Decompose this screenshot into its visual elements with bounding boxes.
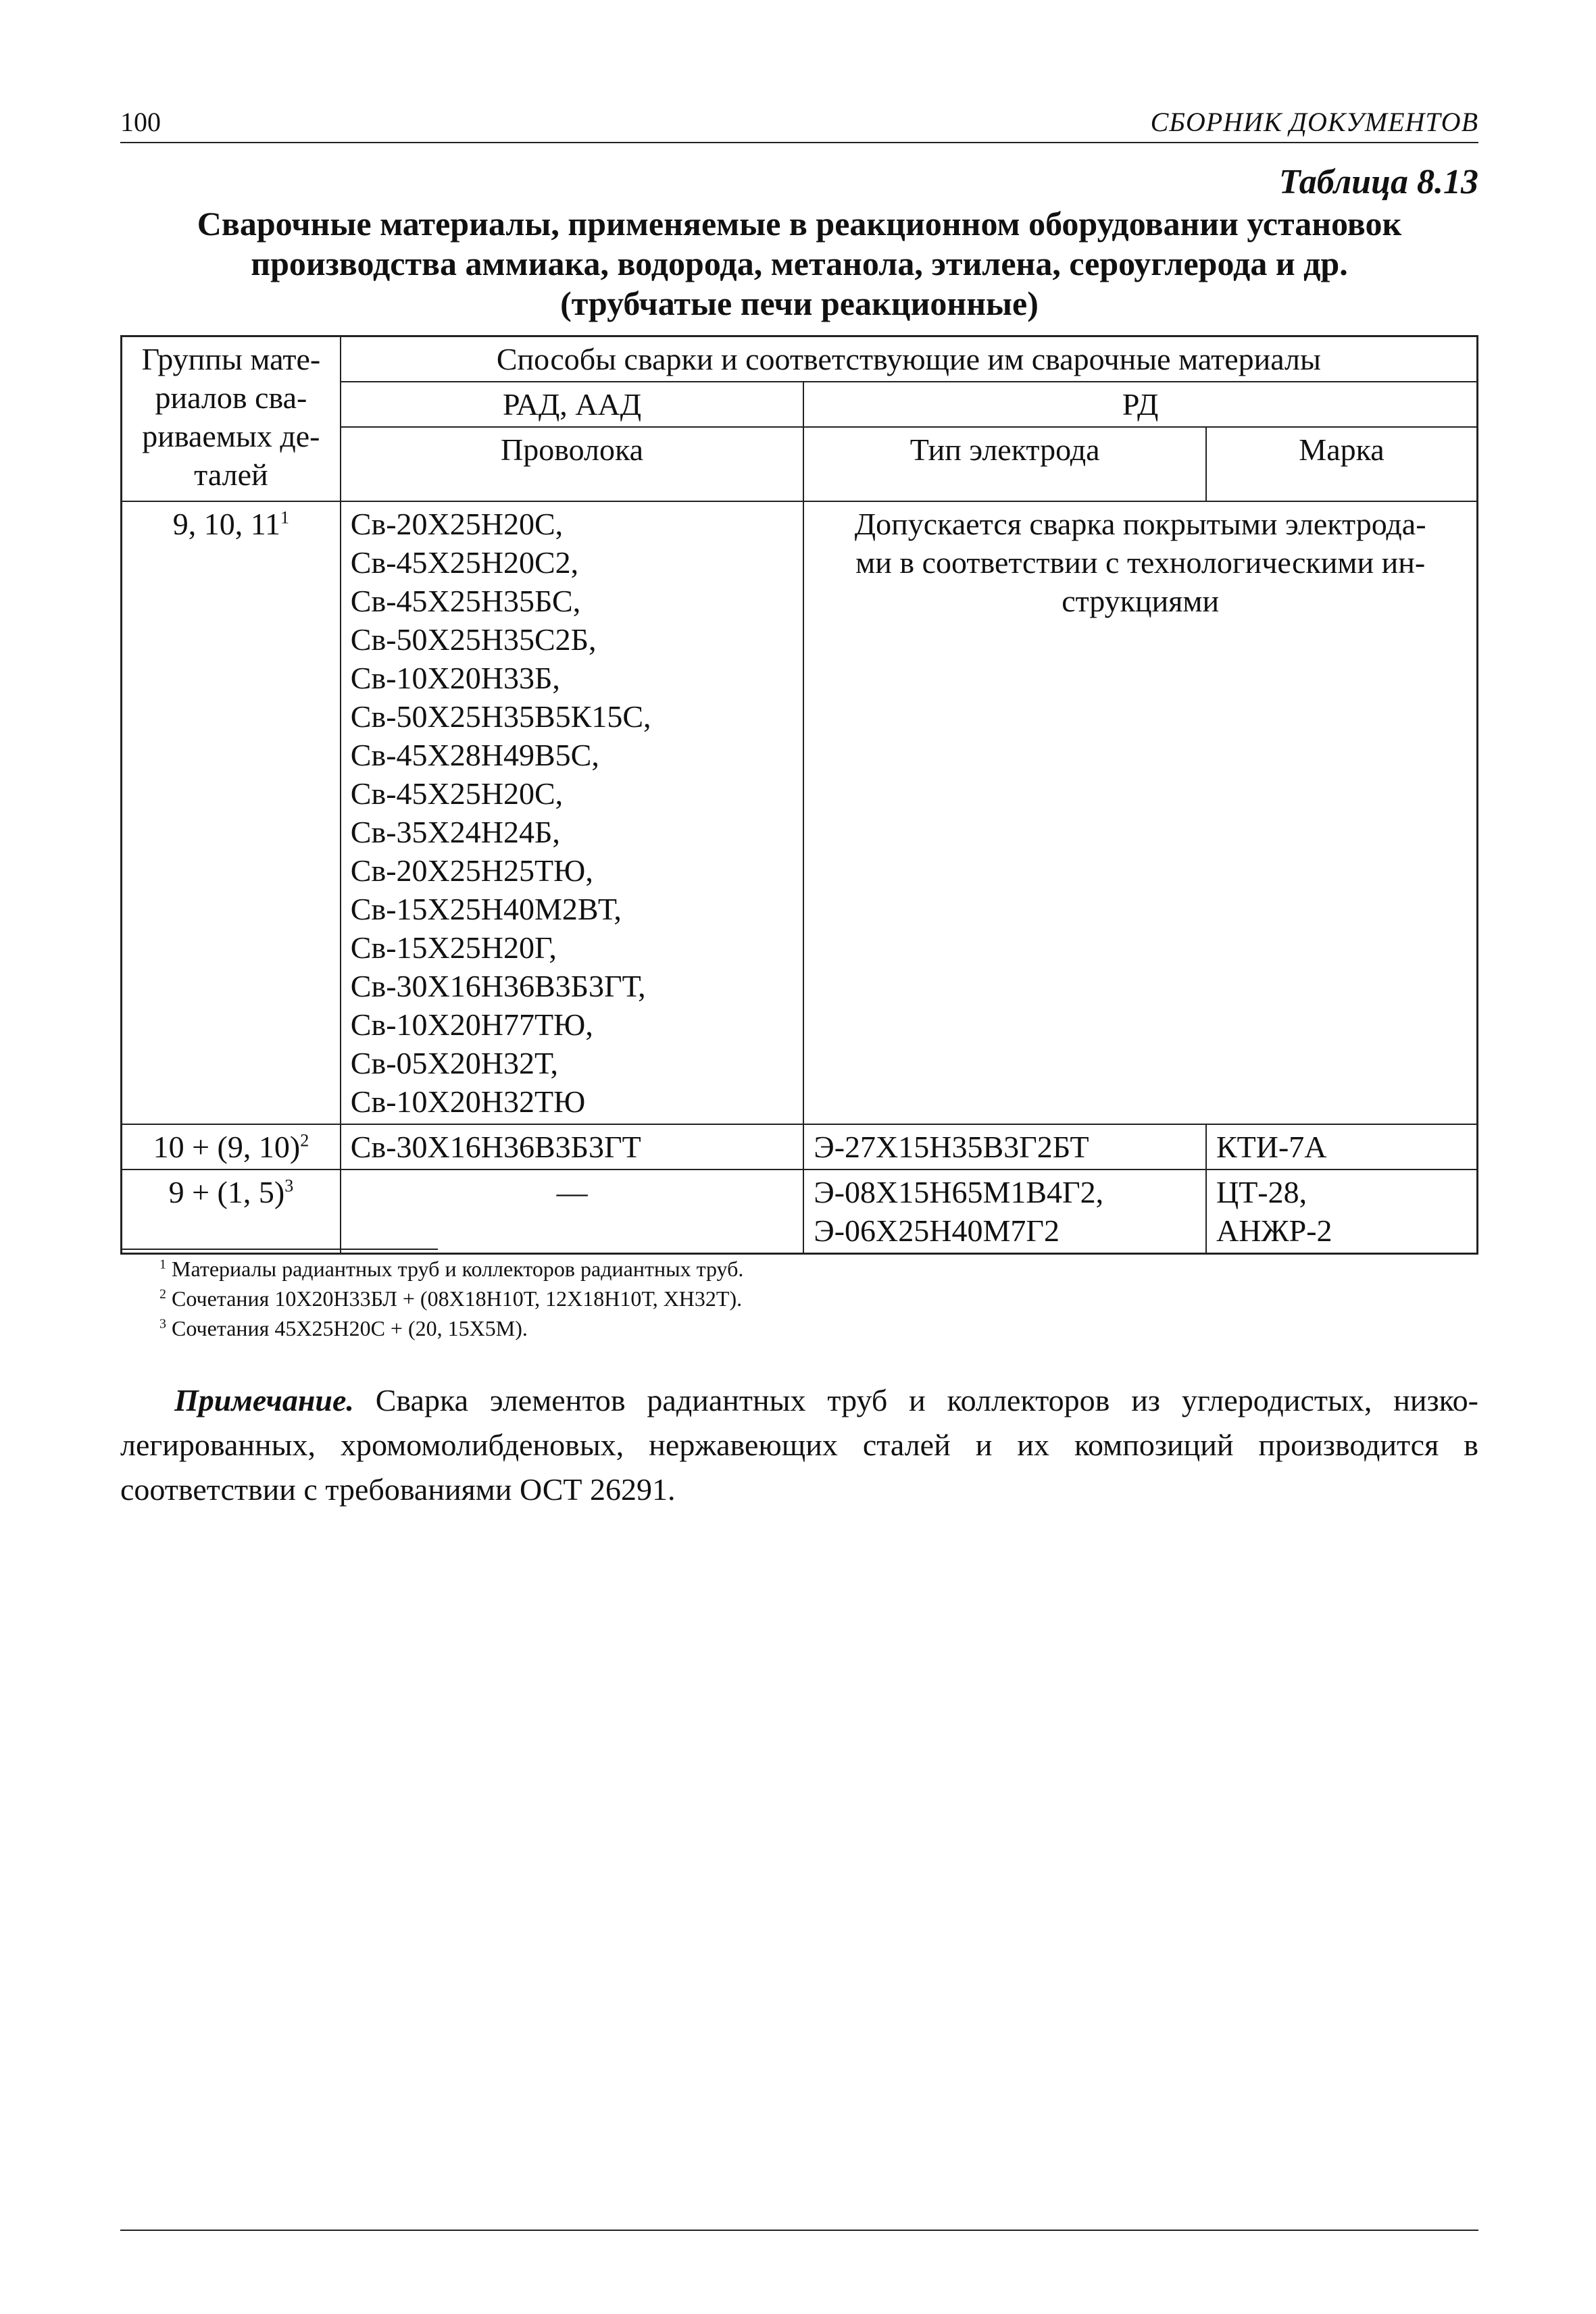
material-group-cell: 10 + (9, 10)$^2$ [122, 1124, 341, 1169]
table-row [122, 1169, 1478, 1254]
material-group-cell: 9, 10, $11^1$ [122, 501, 341, 1124]
wire-item: Св-10Х20Н33Б, [350, 661, 560, 695]
note-line: ми в соответствии с технологическими ин- [855, 545, 1426, 580]
wire-cell: Св-30Х16Н36В3Б3ГТ [341, 1124, 804, 1169]
wire-item: Св-10Х20Н32ТЮ [350, 1084, 586, 1119]
wire-item: Св-15Х25Н20Г, [350, 930, 557, 965]
wire-item: Св-20Х25Н25ТЮ, [350, 853, 593, 888]
header-brand: Марка [1206, 427, 1478, 501]
table-row [122, 501, 1478, 1124]
footnote-divider [120, 1249, 438, 1250]
header-rad-aad: РАД, ААД [341, 382, 804, 427]
electrode-note-cell [803, 501, 1477, 1124]
wire-list-cell [341, 501, 804, 1124]
header-electrode-type: Тип электрода [803, 427, 1206, 501]
page-header [120, 107, 1478, 143]
table-number: Таблица 8.13 [1278, 163, 1478, 201]
wire-item: Св-35Х24Н24Б, [350, 815, 560, 849]
electrode-type-cell [803, 1124, 1206, 1169]
brand-cell [1206, 1169, 1478, 1254]
header-text-line: талей [194, 457, 268, 492]
wire-item: Св-45Х25Н35БС, [350, 584, 581, 618]
remark-line: соответствии с требованиями ОСТ 26291. [120, 1472, 676, 1507]
header-text-line: Группы мате- [141, 342, 321, 376]
page-number: 100 [120, 107, 161, 137]
brand-item: ЦТ-28, [1216, 1175, 1307, 1209]
header-wire: Проволока [341, 427, 804, 501]
remark-paragraph [120, 1378, 1478, 1512]
electrode-item: Э-08Х15Н65М1В4Г2, [814, 1175, 1104, 1209]
header-material-groups [122, 336, 341, 502]
remark-label: Примечание. [174, 1383, 354, 1417]
electrode-type-cell [803, 1169, 1206, 1254]
electrode-item: Э-06Х25Н40М7Г2 [814, 1213, 1059, 1248]
material-group-cell: 9 + (1, 5)$^3$ [122, 1169, 341, 1254]
running-title: СБОРНИК ДОКУМЕНТОВ [1150, 107, 1478, 137]
wire-cell: — [341, 1169, 804, 1254]
welding-materials-table [120, 335, 1478, 1255]
wire-item: Св-30Х16Н36В3Б3ГТ, [350, 969, 646, 1003]
footnote: $^1$ Материалы радиантных труб и коллекторов радиантных труб. [159, 1257, 744, 1281]
header-text-line: риалов сва- [155, 380, 307, 415]
wire-item: Св-45Х25Н20С2, [350, 545, 579, 580]
wire-item: Св-05Х20Н32Т, [350, 1046, 558, 1080]
page-bottom-rule [120, 2230, 1478, 2231]
brand-item: КТИ-7А [1216, 1130, 1327, 1164]
brand-item: АНЖР-2 [1216, 1213, 1332, 1248]
wire-item: Св-15Х25Н40М2ВТ, [350, 892, 622, 926]
table-title [120, 204, 1478, 324]
table-row [122, 1124, 1478, 1169]
footnote: $^3$ Сочетания 45Х25Н20С + (20, 15Х5М). [159, 1316, 528, 1340]
wire-item: Св-10Х20Н77ТЮ, [350, 1007, 593, 1042]
table-header-row [122, 336, 1478, 382]
note-line: Допускается сварка покрытыми электрода- [854, 507, 1426, 541]
wire-item: Св-50Х25Н35С2Б, [350, 622, 597, 657]
wire-item: Св-50Х25Н35В5К15С, [350, 699, 651, 734]
table-title-line: Сварочные материалы, применяемые в реакционном оборудовании установок [197, 205, 1402, 243]
electrode-item: Э-27Х15Н35В3Г2БТ [814, 1130, 1089, 1164]
remark-line: Примечание. Сварка элементов радиантных труб и коллекторов из углеродистых, низко- [174, 1383, 1478, 1417]
wire-item: Св-20Х25Н20С, [350, 507, 564, 541]
table-title-line: производства аммиака, водорода, метанола, этилена, сероуглерода и др. [251, 245, 1348, 282]
table-title-line: (трубчатые печи реакционные) [560, 284, 1039, 322]
footnotes [159, 1254, 743, 1343]
header-rd: РД [803, 382, 1477, 427]
wire-item: Св-45Х25Н20С, [350, 776, 564, 811]
note-line: струкциями [1062, 584, 1220, 618]
footnote: $^2$ Сочетания 10Х20Н33БЛ + (08Х18Н10Т, 12Х18Н10Т, ХН32Т). [159, 1286, 743, 1311]
brand-cell [1206, 1124, 1478, 1169]
remark-line: легированных, хромомолибденовых, нержавеющих сталей и их композиций производится в [120, 1428, 1478, 1462]
wire-item: Св-45Х28Н49В5С, [350, 738, 599, 772]
header-text-line: риваемых де- [142, 419, 320, 453]
header-welding-methods: Способы сварки и соответствующие им сварочные материалы [341, 336, 1478, 382]
